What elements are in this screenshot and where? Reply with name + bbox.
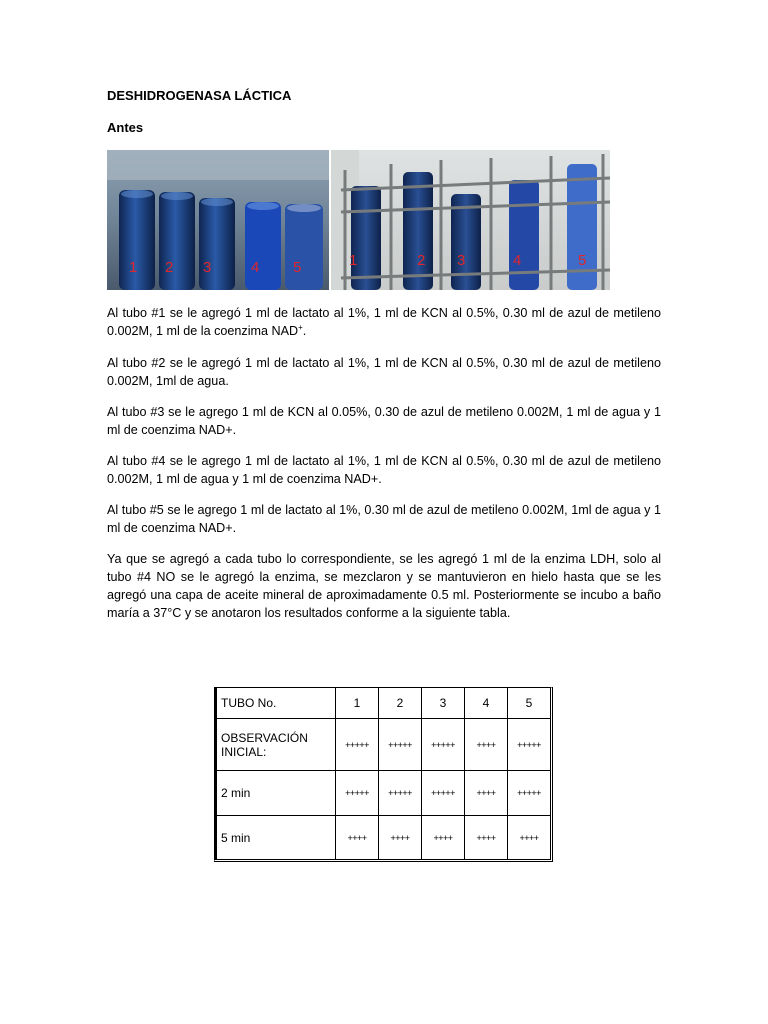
photo-label: 2 [165, 259, 174, 276]
table-header-cell: 1 [336, 688, 379, 719]
table-cell: +++++ [508, 719, 550, 771]
document-title: DESHIDROGENASA LÁCTICA [107, 88, 292, 103]
paragraph-tube-2: Al tubo #2 se le agregó 1 ml de lactato al 1%, 1 ml de KCN al 0.5%, 0.30 ml de azul de metileno 0.002M, 1ml de agua. [107, 356, 661, 388]
paragraph-text: Al tubo #1 se le agregó 1 ml de lactato al 1%, 1 ml de KCN al 0.5%, 0.30 ml de azul de metileno 0.002M, 1 ml de la coenzima NAD [107, 306, 661, 338]
table-cell: ++++ [422, 816, 465, 859]
photo-label: 2 [417, 252, 426, 269]
table-row [215, 771, 550, 816]
table-cell: ++++ [379, 816, 422, 859]
table-header-cell: 3 [422, 688, 465, 719]
table-row-label: 5 min [215, 816, 336, 859]
photo-label: 5 [578, 252, 587, 269]
table-cell: +++++ [379, 771, 422, 816]
table-row-label: 2 min [215, 771, 336, 816]
photo-label: 3 [203, 259, 212, 276]
table-cell: +++++ [508, 771, 550, 816]
table-cell: +++++ [336, 771, 379, 816]
paragraph-procedure: Ya que se agregó a cada tubo lo correspondiente, se les agregó 1 ml de la enzima LDH, solo al tubo #4 NO se le agregó la enzima, se mezclaron y se mantuvieron en hielo hasta que se les agregó una capa de aceite mineral de aproximadamente 0.5 ml. Posteriormente se incubo a baño maría a 37°C y se anotaron los resultados conforme a la siguiente tabla. [107, 552, 661, 620]
paragraph-tube-5: Al tubo #5 se le agrego 1 ml de lactato al 1%, 0.30 ml de azul de metileno 0.002M, 1ml de agua y 1 ml de coenzima NAD+. [107, 503, 661, 535]
superscript-plus: + [298, 322, 303, 332]
table-cell: +++++ [422, 771, 465, 816]
table-cell: ++++ [465, 719, 508, 771]
results-table [214, 687, 553, 862]
table-cell: ++++ [519, 832, 539, 843]
tubes-photo-left [107, 150, 329, 290]
tubes-photo-right [331, 150, 610, 290]
table-cell: ++++ [465, 816, 508, 859]
table-cell: +++++ [422, 719, 465, 771]
table-header-row [215, 688, 550, 719]
table-row [215, 719, 550, 771]
photo-label: 3 [457, 252, 466, 269]
photo-label: 1 [349, 252, 358, 269]
section-heading: Antes [107, 120, 144, 135]
table-cell: ++++ [336, 816, 379, 859]
table-header-cell: 5 [508, 688, 550, 719]
photo-label: 4 [251, 259, 260, 276]
table-row [215, 816, 550, 859]
table-cell: +++++ [336, 719, 379, 771]
table-cell: ++++ [465, 771, 508, 816]
paragraph-tube-4: Al tubo #4 se le agrego 1 ml de lactato al 1%, 1 ml de KCN al 0.5%, 0.30 ml de azul de metileno 0.002M, 1 ml de agua y 1 ml de coenzima NAD+. [107, 454, 661, 486]
photo-label: 5 [293, 259, 302, 276]
paragraph-tube-3: Al tubo #3 se le agrego 1 ml de KCN al 0.05%, 0.30 de azul de metileno 0.002M, 1 ml de agua y 1 ml de coenzima NAD+. [107, 405, 661, 437]
photo-label: 1 [129, 259, 138, 276]
photo-label: 4 [513, 252, 522, 269]
table-cell: +++++ [379, 719, 422, 771]
table-header-cell: 2 [379, 688, 422, 719]
paragraph-end: . [302, 324, 307, 338]
paragraph-tube-1 [107, 304, 661, 340]
table-header-cell: 4 [465, 688, 508, 719]
table-row-label: OBSERVACIÓN INICIAL: [215, 719, 336, 771]
table-header-cell: TUBO No. [215, 688, 336, 719]
